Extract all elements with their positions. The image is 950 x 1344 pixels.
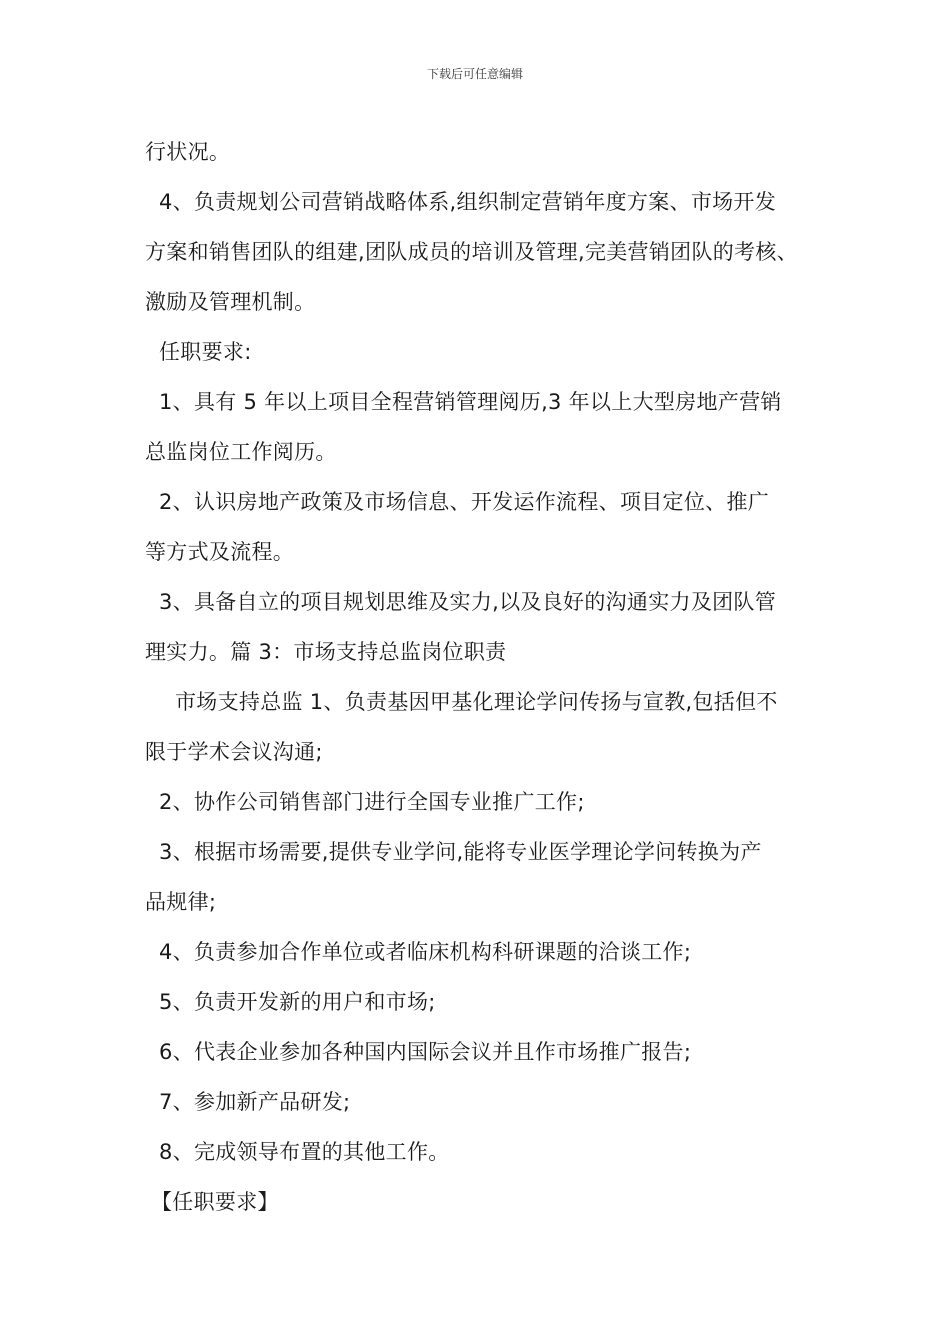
text-line: 限于学术会议沟通;: [145, 740, 323, 764]
text-line: 4、负责参加合作单位或者临床机构科研课题的洽谈工作;: [159, 940, 692, 964]
text-line: 4、负责规划公司营销战略体系,组织制定营销年度方案、市场开发: [159, 190, 777, 214]
section-heading: 【任职要求】: [151, 1190, 279, 1214]
text-line: 总监岗位工作阅历。: [145, 440, 337, 464]
text-line: 1、具有 5 年以上项目全程营销管理阅历,3 年以上大型房地产营销: [159, 390, 782, 414]
page-header-watermark: 下载后可任意编辑: [426, 67, 523, 81]
text-line: 3、具备自立的项目规划思维及实力,以及良好的沟通实力及团队管: [159, 590, 777, 614]
text-line: 2、协作公司销售部门进行全国专业推广工作;: [159, 790, 585, 814]
text-line: 等方式及流程。: [145, 540, 295, 564]
text-line: 方案和销售团队的组建,团队成员的培训及管理,完美营销团队的考核、: [145, 240, 798, 264]
text-line: 7、参加新产品研发;: [159, 1090, 351, 1114]
document-body: [145, 127, 825, 1227]
text-line: 6、代表企业参加各种国内国际会议并且作市场推广报告;: [159, 1040, 692, 1064]
text-line: 市场支持总监 1、负责基因甲基化理论学问传扬与宣教,包括但不: [175, 690, 778, 714]
text-line: 5、负责开发新的用户和市场;: [159, 990, 436, 1014]
text-line: 2、认识房地产政策及市场信息、开发运作流程、项目定位、推广: [159, 490, 770, 514]
text-line: 8、完成领导布置的其他工作。: [159, 1140, 450, 1164]
section-heading: 任职要求:: [159, 340, 252, 364]
text-line: 行状况。: [145, 140, 231, 164]
text-line: 品规律;: [145, 890, 217, 914]
text-line: 理实力。篇 3：市场支持总监岗位职责: [145, 640, 507, 664]
text-line: 3、根据市场需要,提供专业学问,能将专业医学理论学问转换为产: [159, 840, 762, 864]
text-line: 激励及管理机制。: [145, 290, 316, 314]
